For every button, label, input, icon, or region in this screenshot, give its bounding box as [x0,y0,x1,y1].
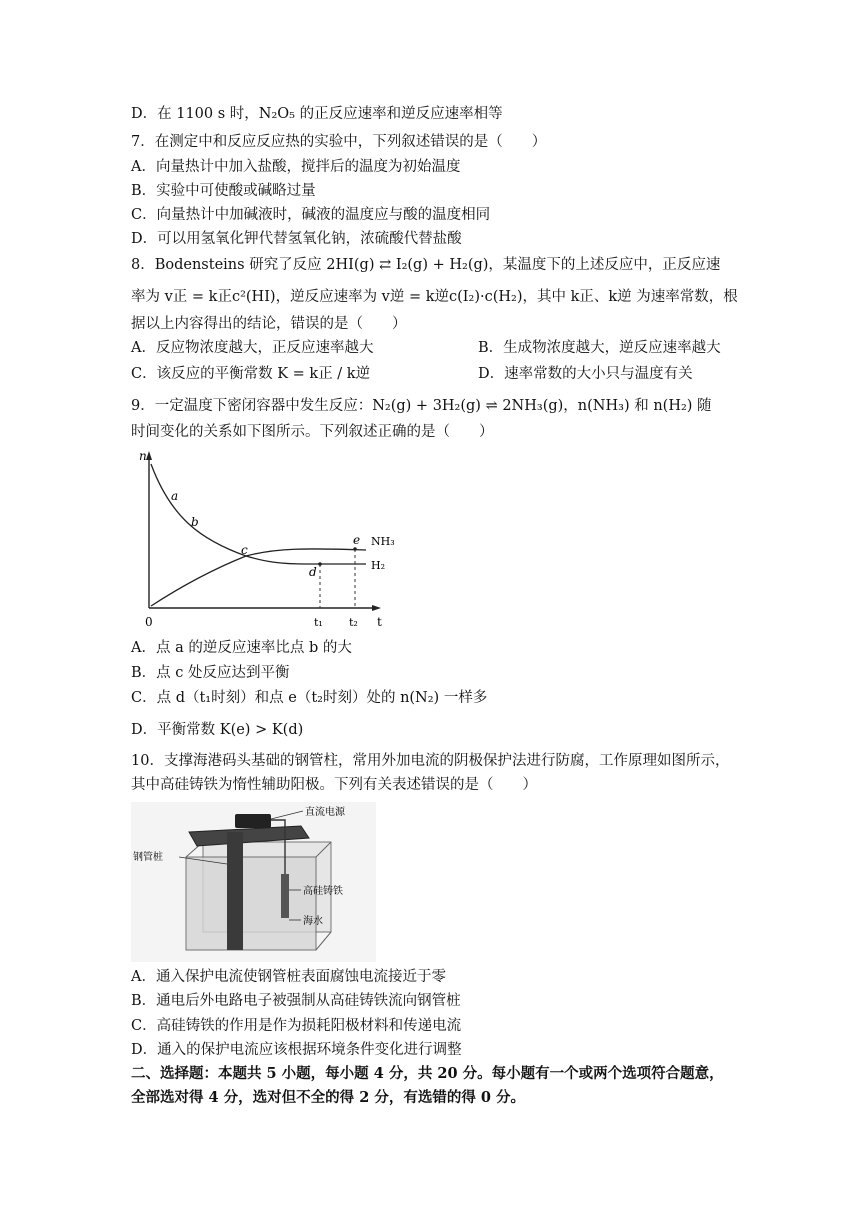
q7-option-b: B．实验中可使酸或碱略过量 [131,183,316,199]
label-pile: 钢管桩 [133,852,163,863]
tick-t2: t₂ [349,616,358,629]
tick-t1: t₁ [314,616,323,629]
q10-option-d: D．通入的保护电流应该根据环境条件变化进行调整 [131,1042,462,1058]
label-water: 海水 [303,916,323,927]
x-axis-arrow [372,605,381,611]
tank-front [186,857,316,950]
power-box [235,814,271,828]
q7-option-d: D．可以用氢氧化钾代替氢氧化钠，浓硫酸代替盐酸 [131,231,462,247]
nh3-curve [151,549,366,606]
q10-stem-line2: 其中高硅铸铁为惰性辅助阳极。下列有关表述错误的是（ ） [131,777,537,793]
steel-pile [227,832,243,950]
q10-option-a: A．通入保护电流使钢管桩表面腐蚀电流接近于零 [131,969,446,985]
label-c: c [241,543,248,557]
section2-heading-line2: 全部选对得 4 分，选对但不全的得 2 分，有选错的得 0 分。 [131,1089,526,1106]
label-a: a [171,489,179,503]
q8-stem-line2: 率为 v正 = k正c²(HI)，逆反应速率为 v逆 = k逆c(I₂)·c(H₂)，其中 k正、k逆 为速率常数，根 [131,289,738,305]
q9-option-b: B．点 c 处反应达到平衡 [131,665,290,681]
q8-option-d: D．速率常数的大小只与温度有关 [478,366,693,382]
q8-option-b: B．生成物浓度越大，逆反应速率越大 [478,340,721,356]
q8-stem-line1: 8．Bodensteins 研究了反应 2HI(g) ⇄ I₂(g) + H₂(g)，某温度下的上述反应中，正反应速 [131,257,721,273]
q7-option-a: A．向量热计中加入盐酸，搅拌后的温度为初始温度 [131,159,461,175]
q9-option-a: A．点 a 的逆反应速率比点 b 的大 [131,640,352,656]
q6-option-d: D．在 1100 s 时，N₂O₅ 的正反应速率和逆反应速率相等 [131,106,503,122]
q7-option-c: C．向量热计中加碱液时，碱液的温度应与酸的温度相同 [131,207,491,223]
q8-stem-line3: 据以上内容得出的结论，错误的是（ ） [131,316,407,332]
label-power: 直流电源 [305,807,345,818]
q7-stem: 7．在测定中和反应反应热的实验中，下列叙述错误的是（ ） [131,134,547,150]
q9-graph [131,448,395,634]
q8-option-c: C．该反应的平衡常数 K = k正 / k逆 [131,366,371,382]
label-e: e [353,533,361,547]
x-axis-label: t [377,615,382,629]
q10-option-b: B．通电后外电路电子被强制从高硅铸铁流向钢管桩 [131,993,461,1009]
label-d: d [309,565,317,579]
q10-figure [131,802,376,962]
origin-label: 0 [145,615,153,629]
silicon-iron-anode [281,874,289,918]
q9-stem-line2: 时间变化的关系如下图所示。下列叙述正确的是（ ） [131,424,494,440]
q9-option-c: C．点 d（t₁时刻）和点 e（t₂时刻）处的 n(N₂) 一样多 [131,690,488,706]
y-axis-label: n [139,449,147,463]
label-b: b [191,515,199,529]
curve-label-nh3: NH₃ [371,535,395,548]
section2-heading-line1: 二、选择题：本题共 5 小题，每小题 4 分，共 20 分。每小题有一个或两个选项符合题意， [131,1065,724,1082]
point-d [318,562,322,566]
q9-option-d: D．平衡常数 K(e) > K(d) [131,722,304,738]
point-e [353,547,357,551]
q10-option-c: C．高硅铸铁的作用是作为损耗阳极材料和传递电流 [131,1018,462,1034]
q9-stem-line1: 9．一定温度下密闭容器中发生反应：N₂(g) + 3H₂(g) ⇌ 2NH₃(g)，n(NH₃) 和 n(H₂) 随 [131,398,712,414]
label-anode: 高硅铸铁 [303,886,343,897]
y-axis-arrow [146,451,152,460]
q10-stem-line1: 10．支撑海港码头基础的钢管柱，常用外加电流的阴极保护法进行防腐，工作原理如图所示， [131,753,730,769]
q8-option-a: A．反应物浓度越大，正反应速率越大 [131,340,374,356]
curve-label-h2: H₂ [371,559,386,572]
